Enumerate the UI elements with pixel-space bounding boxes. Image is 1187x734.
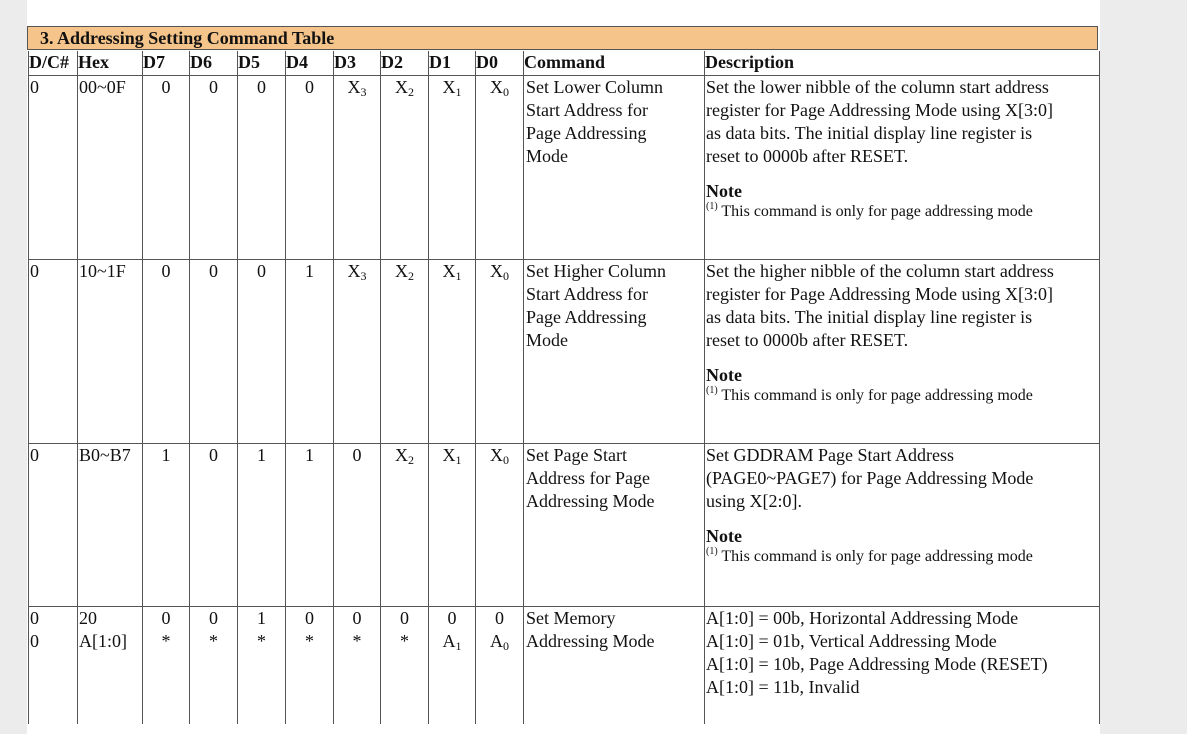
bit-value-d2: 0: [400, 607, 409, 628]
description-line: Set GDDRAM Page Start Address: [706, 444, 954, 465]
note-body: [706, 386, 1097, 406]
bit-cell-d5: [238, 443, 286, 606]
table-row: [29, 443, 1100, 606]
bit-value-d1: X: [442, 260, 456, 281]
description-line: A[1:0] = 11b, Invalid: [706, 676, 860, 697]
bit-value-d1-subscript: 1: [455, 452, 462, 467]
bit-cell-d4: [286, 443, 334, 606]
hex-cell: [78, 606, 143, 724]
command-table: [28, 51, 1100, 724]
description-line: register for Page Addressing Mode using X[3:0]: [706, 99, 1053, 120]
bit-value-d7: 1: [161, 444, 171, 465]
hex-value: 00~0F: [79, 76, 126, 97]
command-line: Addressing Mode: [526, 630, 655, 651]
note-marker: (1): [706, 545, 718, 557]
bit-value-d7: *: [161, 630, 171, 651]
bit-value-d2: X: [395, 260, 408, 281]
bit-cell-d2: [381, 443, 429, 606]
description-line: A[1:0] = 10b, Page Addressing Mode (RESET): [706, 653, 1048, 674]
bit-cell-d4: [286, 75, 334, 259]
bit-value-d4: *: [305, 630, 314, 651]
command-line: Page Addressing: [526, 122, 647, 143]
hex-value: 20: [79, 607, 97, 628]
bit-value-d2-subscript: 2: [408, 268, 414, 283]
hex-value: B0~B7: [79, 444, 131, 465]
description-cell: [705, 443, 1100, 606]
bit-value-d0: $A_0$: [490, 630, 509, 653]
command-line: Page Addressing: [526, 306, 647, 327]
command-line: Set Page Start: [526, 444, 627, 465]
bit-cell-d0: [476, 75, 524, 259]
dc-cell: [29, 606, 78, 724]
col-header-hex: Hex: [78, 51, 143, 75]
command-line: Set Higher Column: [526, 260, 666, 281]
dc-value: 0: [30, 76, 39, 97]
bit-value-d6: *: [209, 630, 218, 651]
bit-value-d3: X: [347, 260, 361, 281]
table-row: [29, 259, 1100, 443]
bit-value-d2-subscript: 2: [408, 452, 414, 467]
bit-cell-d0: [476, 443, 524, 606]
bit-value-d0: X: [490, 260, 503, 281]
note-title: Note: [706, 525, 742, 546]
bit-value-d1-subscript: 1: [455, 84, 462, 99]
note-text: This command is only for page addressing mode: [717, 547, 1033, 565]
bit-value-d1: $A_1$: [442, 630, 462, 653]
description-cell: [705, 75, 1100, 259]
dc-value: 0: [30, 607, 39, 628]
bit-cell-d7: [143, 606, 190, 724]
bit-value-d7: 0: [161, 260, 171, 281]
bit-value-d6: 0: [209, 260, 218, 281]
hex-value: 10~1F: [79, 260, 126, 281]
bit-value-d2: X: [395, 444, 408, 465]
description-line: reset to 0000b after RESET.: [706, 145, 909, 166]
bit-cell-d3: [334, 259, 381, 443]
bit-subscript: 1: [455, 638, 462, 653]
bit-value-d5: 1: [257, 607, 266, 628]
bit-value-d5: 1: [257, 444, 266, 465]
bit-value-d4: 1: [305, 444, 314, 465]
bit-value-d0: X: [490, 444, 503, 465]
note-body: [706, 202, 1097, 222]
col-header-d0: D0: [476, 51, 524, 75]
table-title-bar: [27, 26, 1098, 50]
note-marker: (1): [706, 200, 718, 212]
bit-value-d4: 1: [305, 260, 314, 281]
dc-value: 0: [30, 444, 39, 465]
command-line: Start Address for: [526, 99, 648, 120]
bit-value-d2-subscript: 2: [408, 84, 414, 99]
note-marker: (1): [706, 384, 718, 396]
bit-value-d0-subscript: 0: [503, 452, 509, 467]
bit-value-d6: 0: [209, 444, 218, 465]
bit-value-d3: *: [352, 630, 362, 651]
command-cell: [524, 606, 705, 724]
table-title: 3. Addressing Setting Command Table: [40, 28, 335, 48]
bit-cell-d5: [238, 75, 286, 259]
note-body: [706, 547, 1097, 567]
description-line: (PAGE0~PAGE7) for Page Addressing Mode: [706, 467, 1034, 488]
col-header-d3: D3: [334, 51, 381, 75]
bit-cell-d7: [143, 259, 190, 443]
description-line: using X[2:0].: [706, 490, 802, 511]
command-line: Address for Page: [526, 467, 650, 488]
bit-cell-d4: [286, 259, 334, 443]
table-row: [29, 75, 1100, 259]
bit-subscript: 0: [503, 638, 509, 653]
bit-value-d5: *: [257, 630, 266, 651]
bit-value-d5: 0: [257, 76, 266, 97]
description-line: A[1:0] = 01b, Vertical Addressing Mode: [706, 630, 997, 651]
description-line: A[1:0] = 00b, Horizontal Addressing Mode: [706, 607, 1019, 628]
bit-cell-d6: [190, 443, 238, 606]
dc-value: 0: [30, 630, 39, 651]
bit-cell-d3: [334, 75, 381, 259]
bit-cell-d2: [381, 75, 429, 259]
hex-cell: [78, 75, 143, 259]
col-header-d5: D5: [238, 51, 286, 75]
bit-value-d3: 0: [352, 444, 362, 465]
command-cell: [524, 259, 705, 443]
dc-cell: [29, 75, 78, 259]
bit-cell-d1: [429, 259, 476, 443]
bit-value-d3-subscript: 3: [360, 84, 367, 99]
bit-cell-d0: [476, 259, 524, 443]
bit-cell-d1: [429, 75, 476, 259]
command-line: Set Lower Column: [526, 76, 663, 97]
command-cell: [524, 75, 705, 259]
bit-value-d2: X: [395, 76, 408, 97]
bit-value-d3: 0: [352, 607, 362, 628]
bit-value-d3-subscript: 3: [360, 268, 367, 283]
bit-value-d0-subscript: 0: [503, 268, 509, 283]
bit-value-d0: 0: [495, 607, 504, 628]
command-line: Set Memory: [526, 607, 616, 628]
bit-value-d0-subscript: 0: [503, 84, 509, 99]
bit-value-d1: X: [442, 76, 456, 97]
bit-value-d0: X: [490, 76, 503, 97]
description-line: as data bits. The initial display line register is: [706, 306, 1033, 327]
bit-cell-d2: [381, 606, 429, 724]
col-header-description: Description: [705, 51, 1100, 75]
dc-cell: [29, 443, 78, 606]
bit-cell-d1: [429, 443, 476, 606]
bit-value-d1-subscript: 1: [455, 268, 462, 283]
col-header-d7: D7: [143, 51, 190, 75]
header-row: [29, 51, 1100, 75]
bit-cell-d6: [190, 606, 238, 724]
dc-cell: [29, 259, 78, 443]
bit-cell-d3: [334, 606, 381, 724]
hex-cell: [78, 259, 143, 443]
hex-cell: [78, 443, 143, 606]
note-title: Note: [706, 180, 742, 201]
bit-value-d1: X: [442, 444, 456, 465]
bit-value-d4: 0: [305, 76, 314, 97]
command-cell: [524, 443, 705, 606]
col-header-d2: D2: [381, 51, 429, 75]
bit-value-d5: 0: [257, 260, 266, 281]
bit-cell-d7: [143, 443, 190, 606]
col-header-d6: D6: [190, 51, 238, 75]
description-line: Set the lower nibble of the column start address: [706, 76, 1049, 97]
bit-value-d7: 0: [161, 76, 171, 97]
dc-value: 0: [30, 260, 39, 281]
table-row: [29, 606, 1100, 724]
bit-value-d2: *: [400, 630, 409, 651]
bit-cell-d1: [429, 606, 476, 724]
description-cell: [705, 606, 1100, 724]
description-line: reset to 0000b after RESET.: [706, 329, 909, 350]
command-line: Addressing Mode: [526, 490, 655, 511]
description-line: Set the higher nibble of the column start address: [706, 260, 1054, 281]
col-header-d4: D4: [286, 51, 334, 75]
col-header-d1: D1: [429, 51, 476, 75]
description-cell: [705, 259, 1100, 443]
col-header-dc: D/C#: [29, 51, 78, 75]
bit-cell-d2: [381, 259, 429, 443]
bit-cell-d6: [190, 259, 238, 443]
bit-cell-d4: [286, 606, 334, 724]
bit-cell-d3: [334, 443, 381, 606]
bit-value-d7: 0: [161, 607, 171, 628]
command-line: Start Address for: [526, 283, 648, 304]
hex-value: A[1:0]: [79, 630, 127, 651]
bit-cell-d6: [190, 75, 238, 259]
note-text: This command is only for page addressing mode: [717, 202, 1033, 220]
bit-cell-d5: [238, 606, 286, 724]
bit-cell-d7: [143, 75, 190, 259]
description-line: as data bits. The initial display line register is: [706, 122, 1033, 143]
bit-cell-d5: [238, 259, 286, 443]
bit-value-d6: 0: [209, 76, 218, 97]
description-line: register for Page Addressing Mode using X[3:0]: [706, 283, 1053, 304]
note-text: This command is only for page addressing mode: [717, 386, 1033, 404]
bit-value-d3: X: [347, 76, 361, 97]
bit-value-d4: 0: [305, 607, 314, 628]
bit-cell-d0: [476, 606, 524, 724]
command-line: Mode: [526, 329, 568, 350]
col-header-command: Command: [524, 51, 705, 75]
command-line: Mode: [526, 145, 568, 166]
bit-value-d1: 0: [447, 607, 457, 628]
note-title: Note: [706, 364, 742, 385]
bit-value-d6: 0: [209, 607, 218, 628]
